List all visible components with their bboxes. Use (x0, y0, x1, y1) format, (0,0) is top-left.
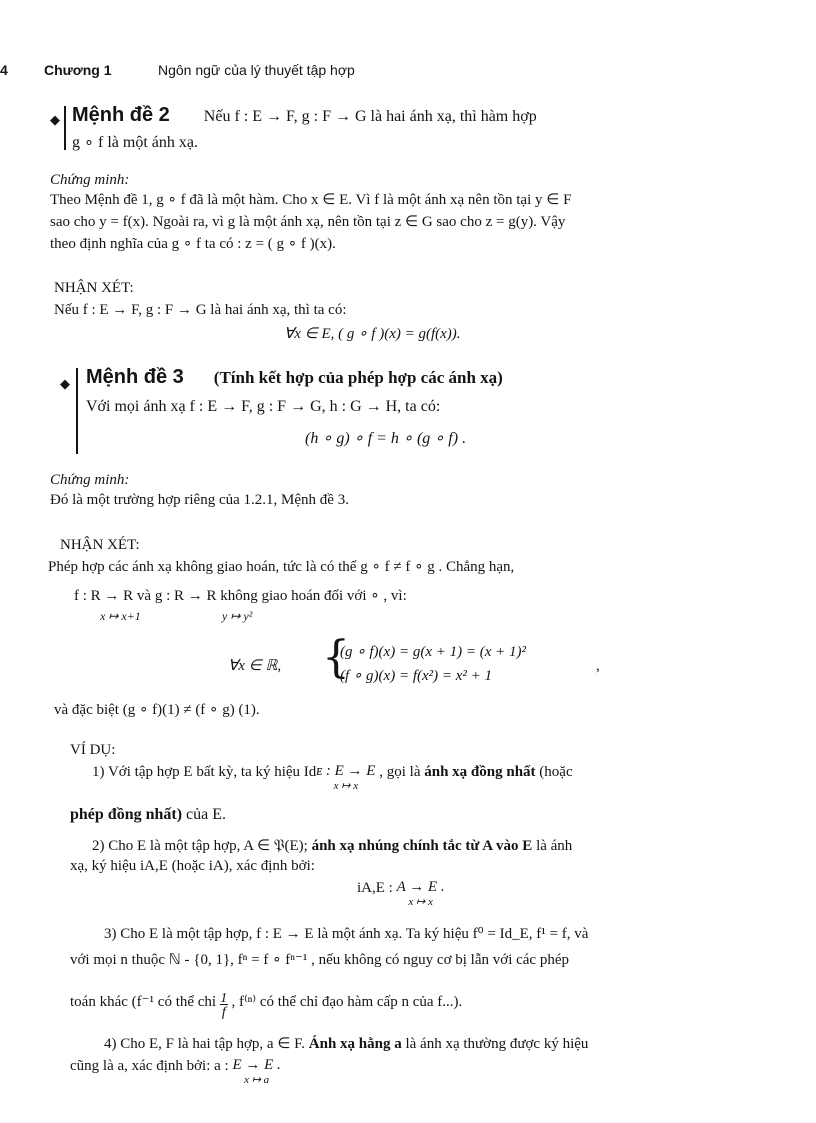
diamond-bullet-icon: ◆ (60, 376, 70, 391)
page-number: 4 (0, 62, 8, 78)
example-1-line2: phép đồng nhất) của E. (70, 806, 227, 823)
left-brace: { (322, 632, 350, 683)
example-4-line1: 4) Cho E, F là hai tập hợp, a ∈ F. Ánh xạ hằng a là ánh xạ thường được ký hiệu (104, 1036, 589, 1052)
proposition-3-heading: Mệnh đề 3 (Tính kết hợp của phép hợp các ánh xạ) (86, 366, 503, 388)
proof-2-line1: Đó là một trường hợp riêng của 1.2.1, Mệnh đề 3. (50, 492, 349, 508)
for-all-x: ∀x ∈ ℝ, (228, 658, 282, 674)
chapter-label: Chương 1 (44, 62, 112, 78)
proof-label: Chứng minh: (50, 472, 130, 488)
proposition-3-line1: Với mọi ánh xạ f : E → F, g : F → G, h : G → H, ta có: (86, 398, 441, 415)
remark-2-label: NHẬN XÉT: (60, 537, 140, 553)
example-2-map: iA,E : A → E . x ↦ x (357, 879, 445, 908)
diamond-bullet-icon: ◆ (50, 112, 60, 127)
system-line-2: (f ∘ g)(x) = f(x²) = x² + 1 (340, 668, 493, 684)
remark-2-line2: f : R → R và g : R → R không giao hoán đối với ∘ , vì: (74, 588, 407, 604)
proof-1-line1: Theo Mệnh đề 1, g ∘ f đã là một hàm. Cho x ∈ E. Vì f là một ánh xạ nên tồn tại y ∈ F (50, 192, 572, 208)
proposition-bar (64, 106, 66, 150)
chapter-title: Ngôn ngữ của lý thuyết tập hợp (158, 62, 355, 78)
system-line-1: (g ∘ f)(x) = g(x + 1) = (x + 1)² (340, 644, 526, 660)
example-3-line3: toán khác (f⁻¹ có thể chỉ $\frac{1}{f}$ , f⁽ⁿ⁾ có thể chỉ đạo hàm cấp n của f...). (70, 991, 463, 1020)
proof-1-line3: theo định nghĩa của g ∘ f ta có : z = ( g ∘ f )(x). (50, 236, 336, 252)
proposition-2-line2: g ∘ f là một ánh xạ. (72, 134, 198, 151)
map-g-rule: y ↦ y² (222, 609, 253, 623)
proof-1-line2: sao cho y = f(x). Ngoài ra, vì g là một ánh xạ, nên tồn tại z ∈ G sao cho z = g(y). Vậy (50, 214, 566, 230)
remark-2-line3: và đặc biệt (g ∘ f)(1) ≠ (f ∘ g) (1). (54, 702, 260, 718)
proposition-2-heading: Mệnh đề 2 Nếu f : E → F, g : F → G là hai ánh xạ, thì hàm hợp (72, 104, 537, 126)
example-4-line2: cũng là a, xác định bởi: a : E → E . x ↦ a (70, 1057, 281, 1086)
example-3-line1: 3) Cho E là một tập hợp, f : E → E là một ánh xạ. Ta ký hiệu f⁰ = Id_E, f¹ = f, và (104, 926, 589, 942)
examples-label: VÍ DỤ: (70, 742, 116, 758)
proposition-3-formula: (h ∘ g) ∘ f = h ∘ (g ∘ f) . (305, 430, 467, 447)
example-2-line1: 2) Cho E là một tập hợp, A ∈ 𝔓(E); ánh xạ nhúng chính tắc từ A vào E là ánh (92, 838, 573, 854)
map-f-rule: x ↦ x+1 (100, 609, 141, 623)
system-comma: , (596, 658, 600, 674)
remark-2-line1: Phép hợp các ánh xạ không giao hoán, tức là có thể g ∘ f ≠ f ∘ g . Chẳng hạn, (48, 559, 515, 575)
proposition-bar (76, 368, 78, 454)
remark-1-formula: ∀x ∈ E, ( g ∘ f )(x) = g(f(x)). (284, 326, 461, 342)
remark-1-line1: Nếu f : E → F, g : F → G là hai ánh xạ, thì ta có: (54, 302, 347, 318)
example-2-line2: xạ, ký hiệu iA,E (hoặc iA), xác định bởi: (70, 858, 315, 874)
example-1-line1: 1) Với tập hợp E bất kỳ, ta ký hiệu Idᴇ : E → E x ↦ x , gọi là ánh xạ đồng nhất (hoặc (92, 763, 573, 792)
remark-1-label: NHẬN XÉT: (54, 280, 134, 296)
proof-label: Chứng minh: (50, 172, 130, 188)
example-3-line2: với mọi n thuộc ℕ - {0, 1}, fⁿ = f ∘ fⁿ⁻¹ , nếu không có nguy cơ bị lẫn với các phép (70, 952, 569, 968)
